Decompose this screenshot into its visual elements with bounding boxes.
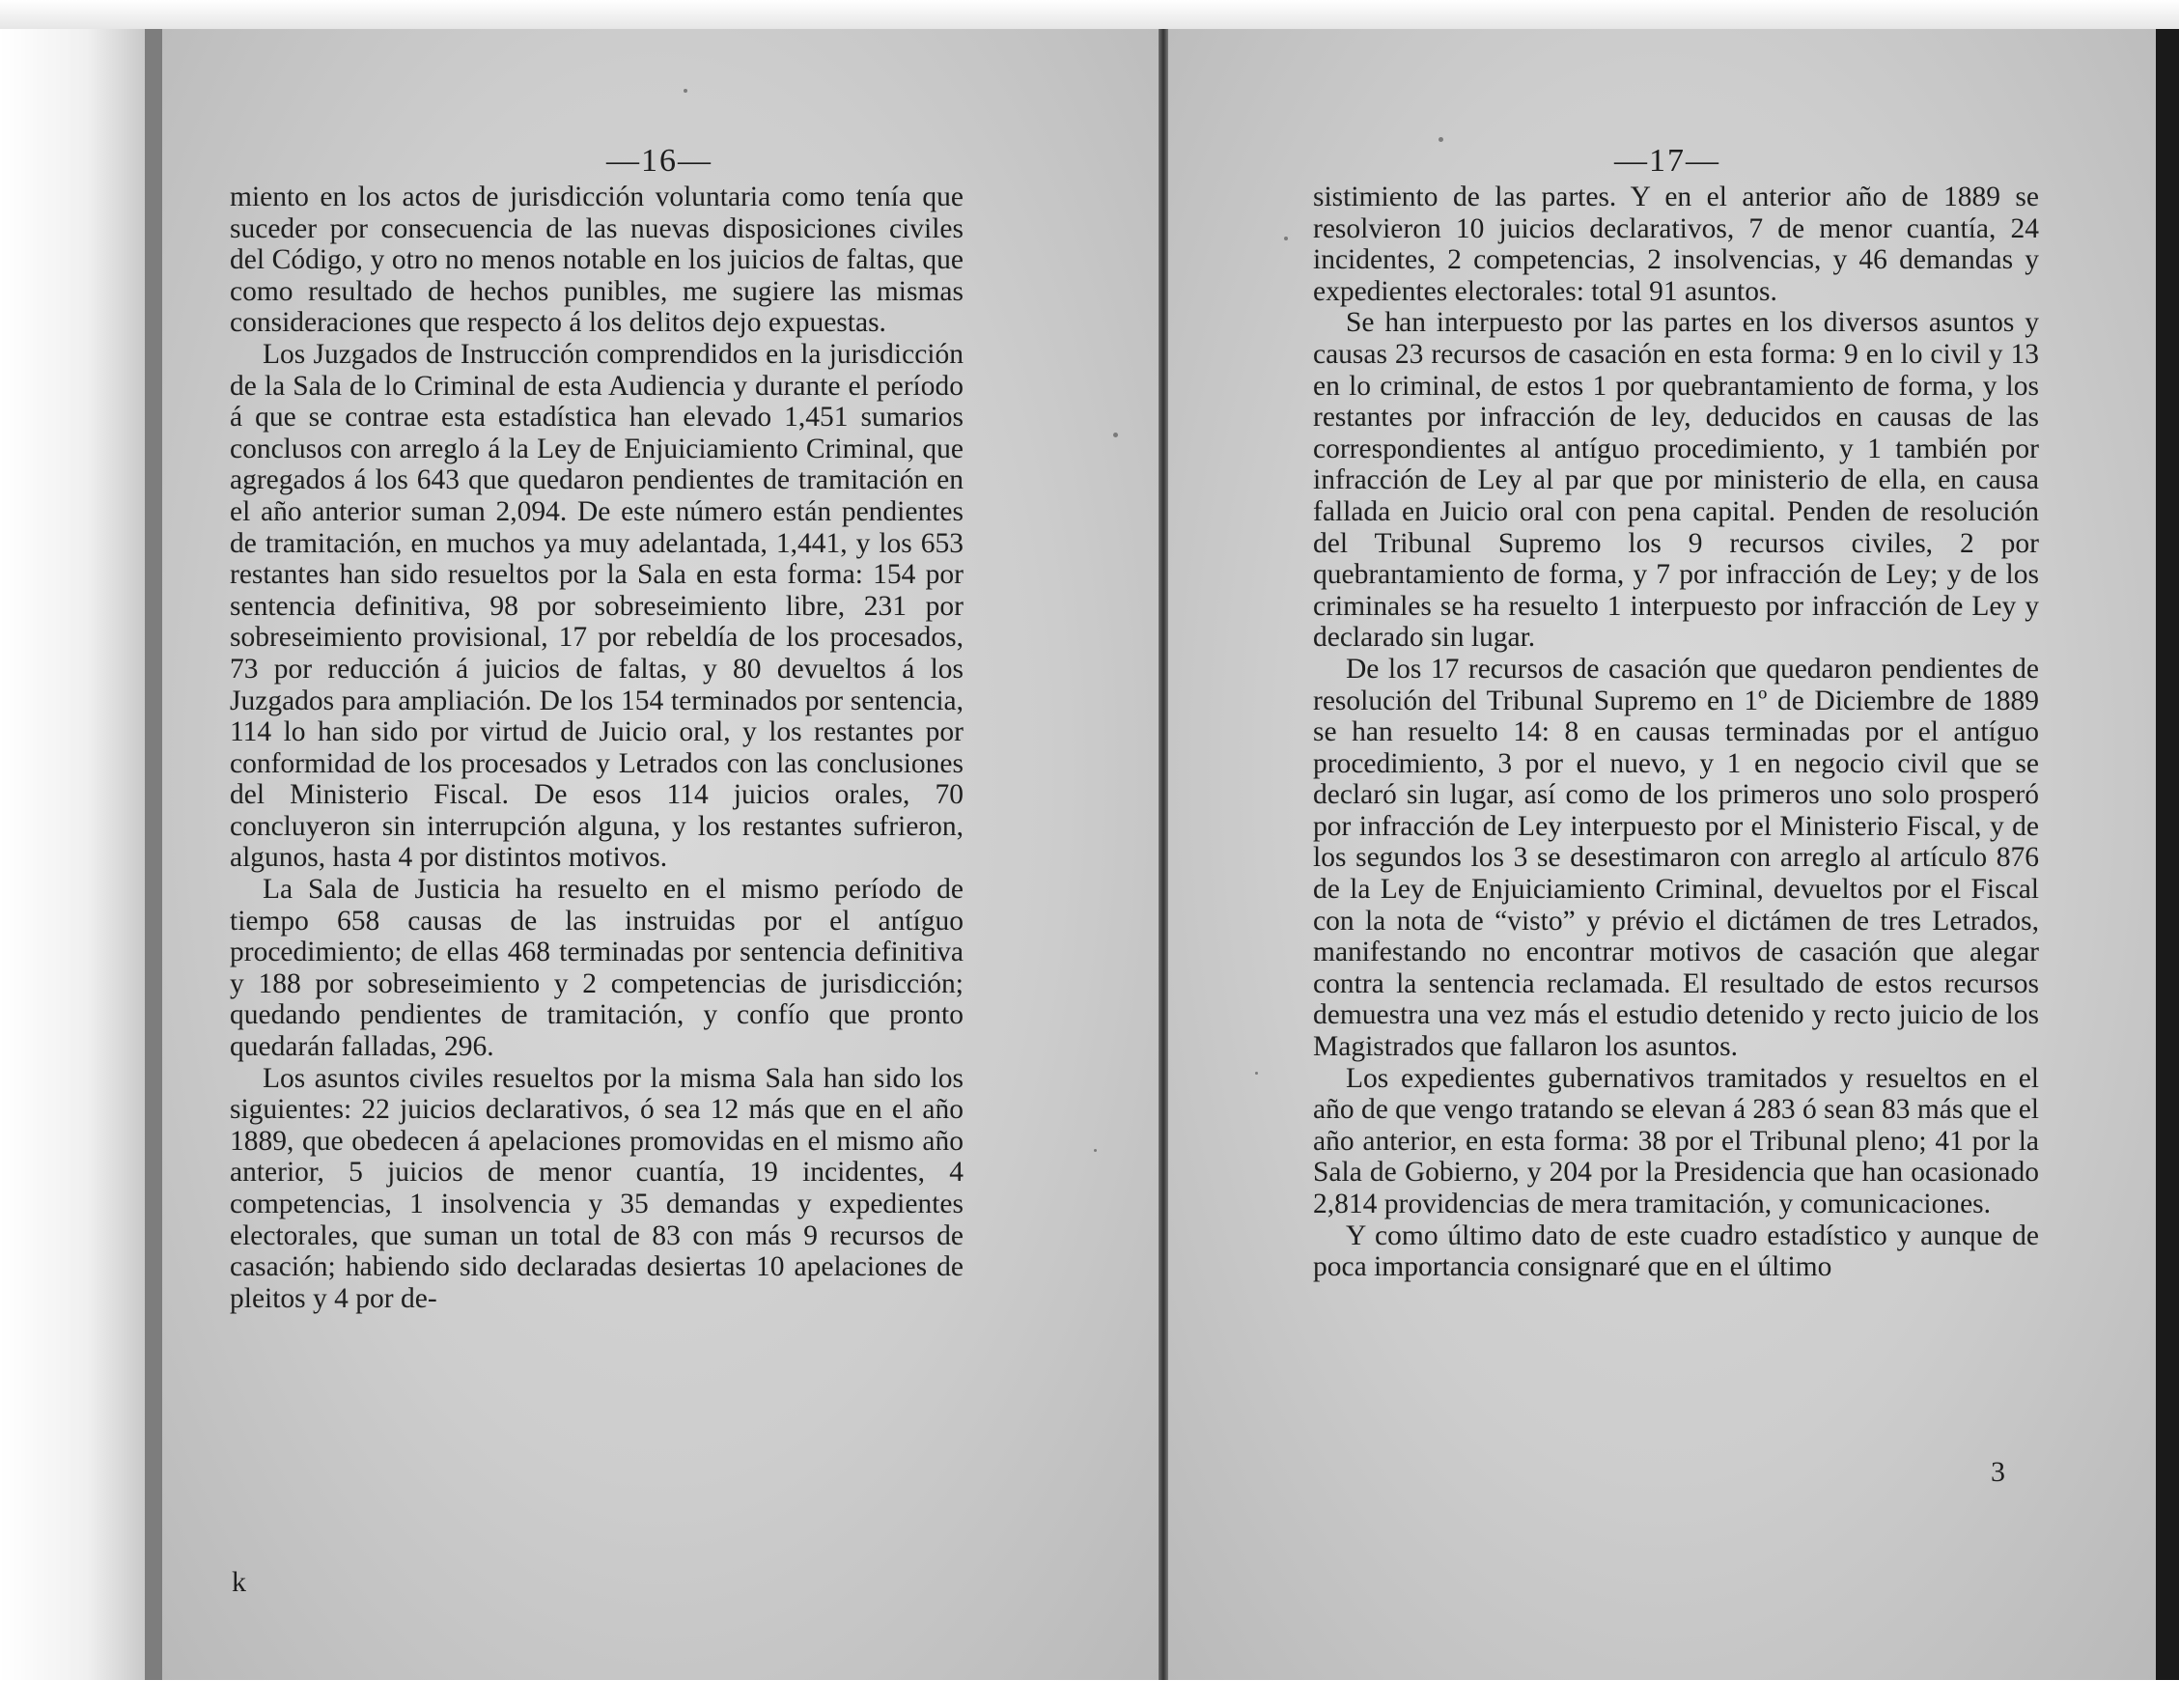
right-paragraph-3: De los 17 recursos de casación que quedaron pendientes de resolución del Tribunal Supremo en 1º de Diciembre de 1889 se han resuelto 14: 8 en causas terminadas por el antíguo procedimiento, 3 por el nuevo, y 1 en negocio civil que se declaró sin lugar, así como de los primeros uno solo prosperó por infracción de Ley interpuesto por el Ministerio Fiscal, y de los segundos los 3 se desestimaron con arreglo al artículo 876 de la Ley de Enjuiciamiento Criminal, devueltos por el Fiscal con la nota de “visto” y prévio el dictámen de tres Letrados, manifestando no encontrar motivos de casación que alegar contra la sentencia reclamada. El resultado de estos recursos demuestra una vez más el estudio detenido y recto juicio de los Magistrados que fallaron los asuntos.	[1313, 653, 2039, 1063]
scan-left-margin	[0, 29, 145, 1680]
left-page-number: —16—	[606, 143, 712, 179]
scan-speck	[1255, 1072, 1258, 1075]
left-page-body	[230, 182, 964, 1314]
right-signature-mark: 3	[1991, 1456, 2005, 1488]
right-page-body	[1313, 182, 2039, 1283]
right-page	[1168, 29, 2179, 1680]
right-paragraph-2: Se han interpuesto por las partes en los diversos asuntos y causas 23 recursos de casación en esta forma: 9 en lo civil y 13 en lo criminal, de estos 1 por quebrantamiento de forma, y los restantes por infracción de ley, deducidos en causas de las correspondientes al antíguo procedimiento, y 1 también por infracción de Ley al par que por ministerio de ella, en causa fallada en Juicio oral con pena capital. Penden de resolución del Tribunal Supremo los 9 recursos civiles, 2 por quebrantamiento de forma, y 7 por infracción de Ley; y de los criminales se ha resuelto 1 interpuesto por infracción de Ley y declarado sin lugar.	[1313, 307, 2039, 654]
left-paragraph-3: La Sala de Justicia ha resuelto en el mismo período de tiempo 658 causas de las instruidas por el antíguo procedimiento; de ellas 468 terminadas por sentencia definitiva y 188 por sobreseimiento y 2 competencias de jurisdicción; quedando pendientes de tramitación, y confío que pronto quedarán falladas, 296.	[230, 874, 964, 1063]
scan-speck	[1439, 137, 1443, 142]
book-gutter	[1159, 29, 1168, 1680]
left-paragraph-2: Los Juzgados de Instrucción comprendidos en la jurisdicción de la Sala de lo Criminal de esta Audiencia y durante el período á que se contrae esta estadística han elevado 1,451 sumarios conclusos con arreglo á la Ley de Enjuiciamiento Criminal, que agregados á los 643 que quedaron pendientes de tramitación en el año anterior suman 2,094. De este número están pendientes de tramitación, en muchos ya muy adelantada, 1,441, y los 653 restantes han sido resueltos por la Sala en esta forma: 154 por sentencia definitiva, 98 por sobreseimiento libre, 231 por sobreseimiento provisional, 17 por rebeldía de los procesados, 73 por reducción á juicios de faltas, y 80 devueltos á los Juzgados para ampliación. De los 154 terminados por sentencia, 114 lo han sido por virtud de Juicio oral, y los restantes por conformidad de los procesados y Letrados con las conclusiones del Ministerio Fiscal. De esos 114 juicios orales, 70 concluyeron sin interrupción alguna, y los restantes sufrieron, algunos, hasta 4 por distintos motivos.	[230, 338, 964, 874]
scan-speck	[1113, 433, 1118, 437]
left-footer-mark: k	[232, 1566, 246, 1598]
left-paragraph-1: miento en los actos de jurisdicción voluntaria como tenía que suceder por consecuencia de las nuevas disposiciones civiles del Código, y otro no menos notable en los juicios de faltas, que como resultado de hechos punibles, me sugiere las mismas consideraciones que respecto á los delitos dejo expuestas.	[230, 182, 964, 339]
right-paragraph-4: Los expedientes gubernativos tramitados y resueltos en el año de que vengo tratando se elevan á 283 ó sean 83 más que el año anterior, en esta forma: 38 por el Tribunal pleno; 41 por la Sala de Gobierno, y 204 por la Presidencia que han ocasionado 2,814 providencias de mera tramitación, y comunicaciones.	[1313, 1062, 2039, 1219]
scan-speck	[1284, 237, 1288, 240]
scan-speck	[684, 89, 687, 93]
scan-top-margin	[0, 0, 2179, 29]
right-page-number: —17—	[1614, 143, 1720, 179]
left-page	[145, 29, 1159, 1680]
left-paragraph-4: Los asuntos civiles resueltos por la misma Sala han sido los siguientes: 22 juicios declarativos, ó sea 12 más que en el año 1889, que obedecen á apelaciones promovidas en el mismo año anterior, 5 juicios de menor cuantía, 19 incidentes, 4 competencias, 1 insolvencia y 35 demandas y expedientes electorales, que suman un total de 83 con más 9 recursos de casación; habiendo sido declaradas desiertas 10 apelaciones de pleitos y 4 por de-	[230, 1062, 964, 1314]
scan-speck	[1094, 1149, 1097, 1152]
right-paragraph-5: Y como último dato de este cuadro estadístico y aunque de poca importancia consignaré que en el último	[1313, 1219, 2039, 1283]
scan-bottom-margin	[0, 1680, 2179, 1708]
right-paragraph-1: sistimiento de las partes. Y en el anterior año de 1889 se resolvieron 10 juicios declarativos, 7 de menor cuantía, 24 incidentes, 2 competencias, 2 insolvencias, y 46 demandas y expedientes electorales: total 91 asuntos.	[1313, 182, 2039, 307]
